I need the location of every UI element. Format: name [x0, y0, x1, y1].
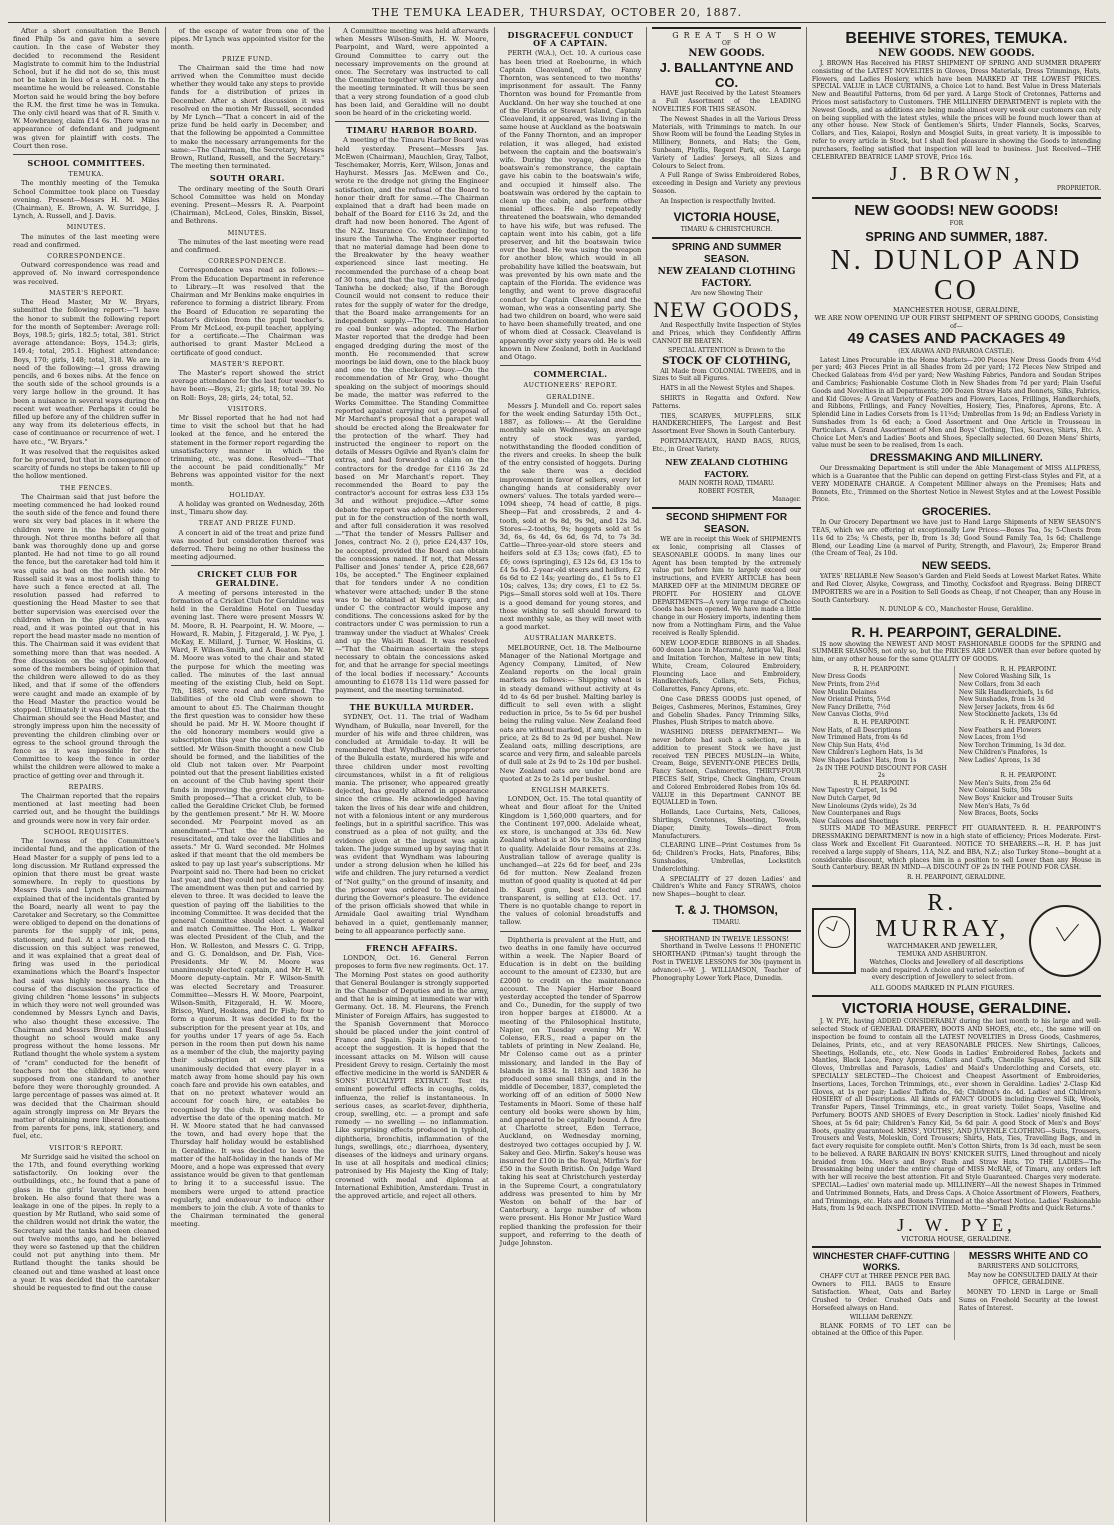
holiday-text: A holiday was granted on Wednesday, 26th inst., Timaru show day. — [170, 499, 325, 517]
price-item: New Counterpanes and Rugs — [811, 810, 901, 818]
victoria-house-title: VICTORIA HOUSE, — [673, 209, 780, 224]
minutes-text-2: The minutes of the last meeting were read and confirmed. — [170, 237, 325, 255]
murray-ad — [812, 885, 1101, 995]
ballantyne-text: HAVE just Received by the Latest Steamers a Full Assortment of the LEADING NOVELTIES FOR THIS SEASON. — [652, 90, 801, 113]
temuka-intro: The monthly meeting of the Temuka School Committee took place on Tuesday evening. Present—Messrs H. M. Miles (Chairman), E. Brown, A. W. Surridge, J. Lynch, A. Russell, and J. Davis. — [13, 179, 160, 221]
great-show: GREAT SHOW — [672, 31, 781, 40]
cricket-continued: A Committee meeting was held afterwards when Messrs Wilson-Smith, H. W. Moore, Pearpoint, and Ward, were appointed a Ground Committee to carry out the necessary improvements on the ground at once. The Secretary was instructed to call the Committee together when necessary and the meeting terminated. It will thus be seen that a very strong foundation of a good club has been laid, and Geraldine will no doubt soon be heard of in the cricketing world. — [335, 27, 489, 118]
pearpoint-ad — [812, 618, 1101, 886]
price-item: New Jersey Jackets, from 4s 6d — [958, 703, 1055, 711]
temuka-subheading: TEMUKA. — [68, 170, 105, 179]
requisites-text: The lowness of the Committee's incidental fund, and the application of the Head Master for a supply of pens led to a long discussion. Mr Rutland expressed the opinion that there must be great waste somewhere. In reply to questions by Messrs Davis and Lynch the Chairman explained that of the incidentals granted by the Board, nearly all went to pay the Caretaker and Secretary, so the Committee were obliged to depend on the donations of parents for the supply of ink, pens, stationery, and fuel. At a later period the discussion on this subject was renewed, and it was explained that a great deal of firing was used in the periodical examinations which the Board's Inspector had said was highly necessary. In the course of the discussion the practice of giving children "home lessons" in subjects in which they were not well grounded was condemned by Messrs Lynch and Davis, who also thought these excessive. The Chairman and Messrs Brown and Russell thought no school would make any progress without the home lessons. Mr Rutland thought the whole system a system of "cram" conducted for the benefit of teachers not the children, who were supposed from one standard to another before they were thoroughly grounded. A large percentage of passes was aimed at. It was decided that the Chairman should again strongly impress on Mr Bryars the matter of obtaining more liberal donations from parents for pens, ink, stationery, and fuel, etc. — [13, 837, 160, 1141]
jw-pye-address: VICTORIA HOUSE, GERALDINE. — [901, 1235, 1012, 1244]
court-report: After a short consultation the Bench fined Philp 5s and gave him a severe caution. In the case of Webster they decided to recommend the Resident Magistrate to commit him to the Industrial School, but if he did not do so, this must not be taken in lieu of a sentence. In the meantime he would be released. Constable Morton said he would bring the boy before the R.M. the first time he was in Temuka. The only civil heard was that of R. Smith v. W. Mowbraney, claim £14 6s. There was no appearance of defendant and judgment was given for plaintiff with costs. The Court then rose. — [13, 27, 160, 150]
prize-fund-heading: PRIZE FUND. — [222, 54, 273, 63]
visitors-report-text: Mr Surridge said he visited the school on the 17th, and found everything working satisfactorily. On looking over the outbuildings, etc., he found that a pane of glass in the girls' lavatory had been broken. He also found that there was a leakage in one of the pipes. In reply to a question by Mr Rutland, who said some of the children would not drink the water, the Secretary said the tanks had been cleaned out twelve months ago, and he believed they were so fastened up that the children could not put anything into them. Mr Rutland thought the tanks should be cleaned out and time washed at least once a year. It was decided that the caretaker should be requested to find out the cause — [13, 1152, 160, 1293]
white-co-text: May now be CONSULTED DAILY At their OFFICE, GERALDINE. — [967, 1271, 1098, 1287]
column-1 — [8, 27, 166, 1522]
price-item: R. H. PEARPOINT. — [1000, 772, 1057, 780]
correspondence-heading: CORRESPONDENCE. — [47, 252, 126, 261]
j-brown: J. BROWN, — [889, 163, 1024, 186]
visitors-text: Mr Bissel reported that he had not had time to visit the school but that he had looked at the fence, and he entered the statement in the former report regarding the unsatisfactory manner in which the trimming, etc., was done. Resolved—"That the account be paid conditionally." Mr Behrens was appointed visitor for the next month. — [170, 413, 325, 488]
column-5-ads — [647, 27, 807, 1522]
spring-summer-1887: SPRING AND SUMMER, 1887. — [865, 228, 1048, 244]
hats-text: HATS in all the Newest Styles and Shapes. — [660, 385, 795, 393]
price-item: New Chip Sun Hats, 4½d — [811, 741, 890, 749]
price-item: New Dutch Carpet, 9d — [811, 794, 881, 802]
price-item: 2s IN THE POUND DISCOUNT FOR CASH 2s — [816, 764, 947, 780]
pearpoint-signature: R. H. PEARPOINT, GERALDINE. — [906, 874, 1006, 882]
fences-text: The Chairman said that just before the meeting commenced he had looked round the south side of the fence and found there were six very bad places in it where the children were in the habit of going through. Not three months before all that bank was thoroughly done up and gorse planted. He had not time to go all round the fence, but the caretaker had told him it was quite as bad on the north side. Mr Russell said it was a most foolish thing to have such a fence erected at all. The resolution passed had referred to questioning the Head Master to see that better supervision was exercised over the children when in the play-ground, was read, and it was pointed out that in his report the head master made no mention of this. The Chairman said it was evident that something more than that was needed. A free discussion on the subject followed, some of the members being of opinion that the children were allowed to do as they liked, and that if some of the offenders were caught and made an example of by the Head Master the practice would be stopped. Ultimately it was decided that the Chairman should see the Head Master, and strongly impress upon him the necessity of preventing the children climbing over or egress to the school ground through the fence as it was impossible for the Committee to keep the fence in order whilst the children were allowed to make a practice of getting over and through it. — [13, 492, 160, 780]
second-shipment-title: SECOND SHIPMENT FOR SEASON. — [665, 512, 788, 536]
correspondence-heading-2: CORRESPONDENCE. — [208, 257, 287, 266]
price-item: New Sunshades, from 1s 3d — [958, 696, 1045, 704]
repairs-text: The Chairman reported that the repairs mentioned at last meeting had been carried out, and he thought the buildings and grounds were now in very fair order. — [13, 792, 160, 825]
price-item: New Men's Suits, from 25s 6d — [958, 779, 1051, 787]
jw-pye: J. W. PYE, — [897, 1215, 1016, 1236]
money-lend-text: MONEY TO LEND in Large or Small Sums on Freehold Security at the lowest Rates of Interest. — [958, 1289, 1098, 1312]
price-item: New Braces, Boots, Socks — [958, 810, 1039, 818]
clothing-factory-ad — [652, 237, 801, 507]
pearpoint-title: R. H. PEARPOINT, GERALDINE. — [851, 623, 1062, 640]
french-affairs-heading: FRENCH AFFAIRS. — [365, 942, 458, 953]
price-item: New Tapestry Carpet, 1s 9d — [811, 787, 897, 795]
new-goods-title: NEW GOODS. — [688, 48, 765, 60]
price-item: New Linoleums (2yds wide), 2s 3d — [811, 802, 917, 810]
masters-report-text-2: The Master's report showed the strict average attendance for the last four weeks to have been:—Boys, 21; girls, 18; total 39. No on Roll: Boys, 28; girls, 24; total, 52. — [170, 368, 325, 402]
south-orari-heading: SOUTH ORARI. — [209, 173, 285, 184]
prize-fund-text: The Chairman said the time had now arrived when the Committee must decide whether they would take any steps to provide funds for a distribution of prizes in December. After a short discussion it was resolved on the motion Mr Russell, seconded by Mr Lynch—"That a concert in aid of the prize fund be held early in December, and that the following be appointed a Committee to make the necessary arrangements for the same:—The Chairman, the Secretary, Messrs Brown, Rutland, Russell, and the Secretary." The meeting then terminated. — [170, 63, 325, 171]
price-item: New Silk Handkerchiefs, 1s 6d — [958, 688, 1054, 696]
australian-markets-text: MELBOURNE, Oct. 18. The Melbourne Manager of the National Mortgage and Agency Company, Limited, of New Zealand reports on the local grain markets as follows:— Shipping wheat is in steady demand without activity at 4s 4d to 4s 6d per bushel. Malting barley is difficult to sell even with a slight reduction in price, 5s to 5s 6d per bushel being the ruling value. New Zealand feed oats are without marked, if any, change in price, at 2s 8d to 2s 9d per bushel. New Zealand oats, milling descriptions, are scarce and very firm, and saleable parcels of dull sale at 2s 9d to 2s 10d per bushel. New Zealand oats are under bond are quoted at 2s to 2s 1d per bushel. — [499, 643, 642, 783]
price-item: New Stockinette Jackets, 13s 6d — [958, 711, 1058, 719]
price-item: New Laces, from 1½d — [958, 734, 1026, 742]
column-6-ads — [807, 27, 1106, 1522]
special-attention: SPECIAL ATTENTION is Drawn to the — [668, 347, 785, 355]
minutes-heading-2: MINUTES. — [227, 228, 267, 237]
dunlop-signature: N. DUNLOP & CO., Manchester House, Geraldine. — [879, 606, 1034, 614]
minutes-text: The minutes of the last meeting were read and confirmed. — [13, 232, 160, 249]
dressmaking-heading: DRESSMAKING AND MILLINERY. — [870, 452, 1043, 465]
robert-foster: ROBERT FOSTER, — [698, 487, 755, 495]
spring-season-title: SPRING AND SUMMER SEASON. — [671, 241, 782, 265]
price-item: New Torchon Trimming, 1s 3d doz. — [958, 741, 1066, 749]
price-item: New Muslin Delaines — [811, 688, 877, 696]
victoria-house-geraldine-ad — [812, 995, 1101, 1246]
price-item: New Hats, of all Descriptions — [811, 726, 902, 734]
price-item: R. H. PEARPOINT. — [853, 665, 910, 673]
clearing-text: CLEARING LINE—Print Costumes from 5s 6d; Children's Frocks, Hats, Pinafores, Bibs; Sunshades, Umbrellas, Lockstitch Underclothing. — [652, 842, 801, 873]
pearpoint-text: IS now showing the NEWEST AND MOST FASHIONABLE GOODS for the SPRING and SUMMER SEASONS, not only so, but the PRICES ARE LOWER than ever before quoted by him, or any other house for the same QUALITY OF GOODS. — [811, 640, 1101, 664]
beehive-ad — [812, 27, 1101, 197]
murray-location: TEMUKA AND ASHBURTON. — [897, 950, 988, 958]
dunlop-ad — [812, 197, 1101, 618]
seeds-heading: NEW SEEDS. — [921, 560, 991, 573]
harbor-board-text: A meeting of the Timaru Harbor Board was held yesterday. Present—Messrs Jas. McEwen (Chairman), Mauchlen, Gray, Talbot, Teschemaker, Morris, Kerr, Wilson, Jonas and Hayhurst. Messrs Jas. McEwen and Co., wrote re the dredge not giving the Engineer satisfaction, and the refusal of the Board to honor their draft for same.—The Chairman explained that a draft had been made on behalf of the Board for £116 3s 2d, and the draft had now been honored. The Agent of the N.Z. Insurance Co. wrote declining to insure the Taniwha. The Engineer reported that no material damage had been done to the Breakwater by the heavy weather experienced since last meeting. He recommended the purchase of a cheap boat of 30 tons, and that the tug Titan and dredge Taniwha be docked; also, if the Borough Council would not consent to reduce their rates for the supply of water for the dredge, that the Board make arrangements for an independent supply.—The recommendation re coal bunker was adopted. The Harbor Master reported that the dredge had been engaged dredging during the most of the month. He recommended that screw moorings be laid down, one to the black buoy and one to the checkered buoy.—On the recommendation of Mr Gray, who thought speaking on the subject of moorings should be made, the matter was referred to the Works Committee. The Standing Committee reported against carrying out a proposal of Mr Marchant's proposal that a parapet wall should be erected along the Breakwater for the protection of the wharf. They had instructed the engineer to report on the details of Messrs Ogilvie and Ryan's claim for extras, and had forwarded a claim on the contractors for the dredge for £116 3s 2d based on Mr Marchant's report. They recommended the Board to pay the contractor's account for extras less £33 15s 3d and without prejudice.—After some debate the report was adopted. Six tenderers put in for the construction of the north wall, and after full consideration it was resolved—"That the tender of Messrs Palliser and Jones, contract No. 2 (), price £24,437 10s, be accepted, provided the Board can obtain the concessions named. If not, that Messrs Palliser and Jones' tender A, price £28,667 10s, be accepted." The Engineer explained that for tenders under A no condition whatever were attached; under B the stone was to be obtained at Kirby's quarry, and under C the contractor would impose any conditions. The concessions asked for by the contractors under C was permission to run a tramway under the viaduct at Whales' Creek and up the Wai-iti Road. It was resolved—"That the Chairman ascertain the steps necessary to obtain the concessions asked for, and that he arrange for special meetings of the local bodies if necessary." Accounts amounting to £1678 11s 11d were passed for payment, and the meeting terminated. — [335, 136, 489, 695]
treat-heading: TREAT AND PRIZE FUND. — [198, 519, 296, 528]
dressmaking-text: Our Dressmaking Department is still under the Able Management of MISS ALLPRESS, which is a Guarantee that the Public can depend on getting First-class Styles and Fit, at a VERY MODERATE CHARGE. A Competent Milliner always on the Premises; Hats and Bonnets, Etc., Trimmed on the Shortest Notice in Newest Styles and at the Lowest Possible Price. — [811, 465, 1101, 504]
dunlop-address: MANCHESTER HOUSE, GERALDINE, — [892, 305, 1020, 314]
column-3 — [330, 27, 495, 1522]
fences-heading: THE FENCES. — [60, 483, 113, 492]
holiday-heading: HOLIDAY. — [229, 490, 266, 499]
dunlop-title: N. DUNLOP AND CO — [830, 244, 1083, 306]
price-item: New Boys' Knicker and Trouser Suits — [958, 794, 1073, 802]
second-shipment-text: WE are in receipt this Week of SHIPMENTS ex Ionic, comprising all Classes of SEASONABLE GOODS. In many lines our Agent has been tempted by the extremely value put before him to largely exceed our instructions, and EVERY ARTICLE has been MARKED OFF at the MINIMUM DEGREE OF PROFIT. For HOSIERY and GLOVE DEPARTMENTS—A very large range of Choice Goods has been opened. We have made a little change in our Hosiery imports, indenting them now from a Nottingham Firm, and the Value received is Really Splendid. — [652, 536, 801, 637]
winchester-signature: WILLIAM DeRENZY. — [849, 1314, 913, 1322]
white-co-sub: BARRISTERS AND SOLICITORS, — [977, 1263, 1079, 1271]
masters-report-heading-2: MASTER'S REPORT. — [210, 359, 285, 368]
ties-text: TIES, SCARVES, MUFFLERS, SILK HANDKERCHIEFS, The Largest and Best Assortment Ever Shown in South Canterbury. — [652, 412, 801, 436]
requisites-heading: SCHOOL REQUISITES. — [43, 827, 129, 836]
cricket-club-text: A meeting of persons interested in the formation of a Cricket Club for Geraldine was held in the Geraldine Hotel on Tuesday evening last. There were present Messrs W. M. Moore, R. H. Pearpoint, H. W. Moore, —Howard, R. Mabin, J. Fitzgerald, J. W. Pye, J. McKay, E. Millard, J. Turner, W. Hoskins, G. Ward, F. Wilson-Smith, and A. Beaton. Mr W. M. Moore was voted to the chair and stated the purpose for which the meeting was called. The minutes of the last annual meeting of the existing Club, held on Sept. 7th, 1885, were read and confirmed. The liabilities of the old Club were shown to amount to about £5. The Chairman thought the first question was to consider how these should be paid. Mr H. W. Moore thought if the old honorary members would give a subscription this year the account could be settled. Mr Wilson-Smith thought a new Club should be formed, and the liabilities of the old Club not taken over. Mr Pearpoint pointed out that the present liabilities existed on account of the Club having spent their funds in improving the ground. Mr Wilson-Smith proposed—"That a cricket club, to be called the Geraldine Cricket Club, be formed by the gentlemen present." Mr H. W. Moore seconded. Mr Pearpoint moved as an amendment—"That the old Club be resuscitated, and take over the liabilities and assets." Mr G. Ward seconded. Mr Holmes asked if that meant that the old members be asked to pay up last year's subscriptions. Mr Pearpoint said no. There had been no cricket last year, and they could not be asked to pay. The amendment was then put and carried by eleven to three. It was decided to leave the question of paying off the liabilities to the incoming Committee. It was decided that the general Committee should elect a general and match Committee. The Hon. L. Walker was elected President of the Club, and the Hon. W. Rolleston, and Messrs C. G. Tripp, and G. G. Donaldson, and Dr. Fish, Vice-Presidents. Mr W. M. Moore was unanimously elected captain, and Mr H. W. Moore deputy-captain. Mr F. Wilson-Smith was elected Secretary and Treasurer. Committee—Messrs H. W. Moore, Pearpoint, Wilson-Smith, Fitzgerald, H. W. Moore, Brisco, Ward, Hoskens, and Dr Fish; four to form a quorum. It was decided to fix the subscription for the present year at 10s, and for youths under 17 years of age 5s. Each person in the room then put down his name as a member of the club, the majority paying their subscription at once. It was unanimously decided that every player in a match away from home should pay his own coach fare and provide his own eatables, and that on no pretext whatever would an account for coach hire, or eatables be recognised by the club. It was decided to advertise the date of the opening match. Mr H. W. Moore stated that he had canvassed the town, and had every hope that the Thursday half holiday would be established in Geraldine. It was decided to leave the matter of the half-holiday in the hands of Mr Moore, and a hope was expressed that every assistance would be given to that gentleman to bring it to a successful issue. The members were urged to attend practice regularly, and endeavour to induce other members to join the club. A vote of thanks to the Chairman terminated the general meeting. — [170, 588, 325, 1229]
shorthand-text: Shorthand in Twelve Lessons !! PHONETIC SHORTHAND (Pitman's) taught through the Post in TWELVE LESSONS for 30s (payment in advance).—W. J. WILLIAMSON, Teacher of Phonography Lower York Place, Dunedin. — [652, 943, 801, 982]
thomson-sub: TIMARU. — [712, 919, 741, 926]
pearpoint-footer: SUITS MADE TO MEASURE. PERFECT FIT GUARANTEED. R. H. PEARPOINT'S DRESSMAKING DEPARTMENT is now in a high state of efficiency; Prices Moderate. First-class Work and Excellent Fit Guaranteed. NOTICE TO SHEARERS.—R. H. P. has just received a large supply of Shears, 11A, N.Z. and BBA, N.Z.; also Turkey Stone—bought at a considerable discount, which places him in a position to sell Lower than any House in South Canterbury. BEAR IN MIND—A DISCOUNT OF 2s IN THE POUND FOR CASH. — [811, 825, 1101, 872]
auctioneers-subheading: GERALDINE. — [546, 392, 595, 401]
visitors-heading: VISITORS. — [227, 404, 267, 413]
price-item: New Colored Washing Silk, 1s — [958, 673, 1051, 681]
murray-text: Watches, Clocks and Jewellery of all descriptions made and repaired. A choice and varied selection of every description of Jewellery to select from. — [860, 958, 1025, 982]
price-item: New Children's Leghorn Hats, 1s 3d — [811, 749, 923, 757]
ballantyne-ad — [652, 27, 801, 237]
price-list-left — [812, 666, 955, 825]
stock-clothing: STOCK OF CLOTHING, — [662, 355, 791, 367]
portmanteaux-text: PORTMANTEAUX, HAND BAGS, RUGS, Etc., in Great Variety. — [652, 437, 801, 453]
clock-icon — [812, 908, 856, 974]
price-list-right — [959, 666, 1101, 825]
price-list — [812, 666, 1101, 825]
groceries-heading: GROCERIES. — [921, 506, 991, 519]
column-4 — [495, 27, 648, 1522]
price-item: New Calicoes and Sheetings — [811, 817, 899, 825]
for-text: FOR — [949, 219, 964, 227]
dress-goods-text: One Case DRESS GOODS just opened, of Beiges, Cashmeres, Merinos, Estamines, Grey and Gobelin Shades. Fancy Trimming Silks, Plushes, Plush Stripes to match above. — [652, 696, 801, 727]
ballantyne-title: J. BALLANTYNE AND CO. — [659, 60, 794, 91]
price-item: R. H. PEARPOINT. — [853, 779, 910, 787]
cases-packages: 49 CASES AND PACKAGES 49 — [847, 330, 1066, 348]
murray-sub: WATCHMAKER AND JEWELLER, — [887, 942, 998, 951]
thomson-title: T. & J. THOMSON, — [675, 903, 778, 917]
columns — [8, 27, 1106, 1522]
continued-text: of the escape of water from one of the pipes. Mr Lynch was appointed visitor for the month. — [170, 27, 325, 52]
news-items: Diphtheria is prevalent at the Hutt, and two deaths in one family have occurred within a week. The Napier Board of Education is in debt on the building account to the amount of £2330, but are £2000 to credit on the maintenance account. The Napier Harbor Board yesterday accepted the tender of Sparrow and Co., Dunedin, for the supply of two iron hopper barges at £18000. At a meeting of the Philosophical Institute, Napier, on Tuesday evening Mr W. Colenso, F.R.S., read a paper on the tablets of printing in New Zealand. He, Mr Colenso came out as a printer missionary, and landed in the Bay of Islands in 1834. In 1835 and 1836 he produced some small things, and in the middle of December, 1837, completed the working off of an edition of 5000 New Testaments in Maori. Some of these half century old books were shown by him, and appeared to be capitally bound. A fire at Charlotte street, Eden Terrace, Auckland, on Wednesday morning, destroyed two cottages occupied by J. W. Sakey and Geo. Mirfin. Sakey's house was insured for £100 in the Royal, Mirfin's for £50 in the South British. On Judge Ward taking his seat at Christchurch yesterday in the Supreme Court, a congratulatory address was presented to him by Mr Weston on behalf of the bar of Canterbury, a large number of whom were present. His Honor Mr Justice Ward replied thanking the profession for their support, and referring to the death of Judge Johnston. — [499, 935, 642, 1248]
south-orari-text: The ordinary meeting of the South Orari School Committee was held on Monday evening. Present—Messrs R. A. Pearpoint (Chairman), McLeod, Coles, Binskin, Bissel, and Bethrens. — [170, 184, 325, 226]
price-item — [959, 765, 1098, 773]
victoria-house-sub: TIMARU & CHRISTCHURCH. — [680, 225, 773, 233]
hollands-text: Hollands, Lace Curtains, Nets, Calicoes, Shirtings, Cretonnes, Sheeting, Towels, Diaper, Dimity, Towels—direct from Manufacturers. — [652, 809, 801, 840]
seeds-text: YATES' RELIABLE New Season's Garden and Field Seeds at Lowest Market Rates. White and Red Clover, Alsyke, Cowgrass, and Timothy, Cocksfoot and Ryegrass. Being DIRECT IMPORTERS we are in a Position to Sell Goods as Cheap, if not Cheaper, than any House in South Canterbury. — [811, 573, 1101, 604]
price-item: New Children's Pinafores, 1s — [958, 749, 1048, 757]
swiss-text: A Full Range of Swiss Embroidered Robes, exceeding in Design and Variety any previous Season. — [652, 172, 801, 195]
price-item: New Trimmed Hats, from 4s 6d — [811, 734, 909, 742]
commercial-heading: COMMERCIAL. — [533, 369, 608, 380]
price-item: New Canvas Cloths, 9½d — [811, 711, 889, 719]
murray-title: R. MURRAY, — [875, 890, 1010, 943]
auctioneers-heading: AUCTIONEERS' REPORT. — [523, 381, 618, 390]
nz-clothing-factory: NEW ZEALAND CLOTHING FACTORY. — [657, 266, 796, 289]
main-road: MAIN NORTH ROAD, TIMARU. — [678, 479, 775, 487]
showing-text: Are now Showing Their — [690, 289, 763, 297]
new-goods-banner: NEW GOODS! NEW GOODS! — [854, 201, 1059, 219]
shades-text: The Newest Shades in all the Various Dress Materials, with Trimmings to match. In our Show Room will be found the Leading Styles in Millinery, Bonnets, and Hats; the Gem, Sunbeam, Phyllis, Regent Park, etc. A Large Variety of Ladies' Jerseys, all Sizes and Colours to Select from. — [652, 115, 801, 170]
inspection-text: An Inspection is respectfully Invited. — [660, 197, 776, 205]
murray-footer: ALL GOODS MARKED IN PLAIN FIGURES. — [870, 984, 1015, 993]
price-item: New Shapes Ladies' Hats, from 1s — [811, 757, 917, 765]
treat-text: A concert in aid of the treat and prize fund was mooted but consideration thereof was deferred. There being no other business the meeting adjourned. — [170, 528, 325, 562]
school-committees-heading: SCHOOL COMMITTEES. — [27, 158, 146, 169]
price-item: New Colonial Suits, 50s — [958, 787, 1032, 795]
australian-markets-heading: AUSTRALIAN MARKETS. — [524, 634, 617, 643]
price-item: R. H. PEARPOINT. — [1000, 719, 1057, 727]
dunlop-text: Latest Lines Procurable in the Home Markets—200 Pieces New Dress Goods from 4½d per yard; 463 Pieces Print in all Shades from 2d per yard; 172 Pieces New Striped and Checked Galateas from 4½d per yard; New Washing Fabrics, Pandora and Soudan Stripes and Cambrics; Fashionable Costume Cloth in New Shades from 7d per yard; Plain Useful Goods and Novelties in all Departments; 200 Dozen Straw Hats and Bonnets, Silks, Fabrics, and Kid Gloves; A Great Variety of Feathers and Flowers, Laces, Frillings, Handkerchiefs, and Ribbons, Frillings, and Fancy Novelties, Hosiery, Ties, Pinafores, Aprons, Etc. A Splendid Line in Ladies Corsets from 1s 11½d; Umbrellas from 1s 9d; an Endless Variety in Sunshades from 1s 6d each; a Good Assortment and One Article in Trousseau in Particulars. A Grand Assortment of Men and Boys' Clothing, Ties, Scarves, Shirts, Etc. A Choice Lot Men's and Ladies' Boots and Shoes, Specially selected. 60 Dozen Mens' Shirts, value must be seen to be realised, from 1s each. — [811, 356, 1101, 450]
resolution-text: It was resolved that the requisites asked for be procured, but that in consequence of scarcity of funds no steps be taken to fill up the hollow mentioned. — [13, 447, 160, 481]
price-item: R. H. PEARPOINT. — [853, 719, 910, 727]
price-item: New Feathers and Flowers — [958, 726, 1041, 734]
shorthand-title: SHORTHAND IN TWELVE LESSONS! — [664, 935, 790, 944]
auctioneers-text: Messrs J. Mundell and Co. report sales for the week ending Saturday 15th Oct., 1887, as follows:— At the Geraldine monthly sale on Wednesday, an average entry of stock was yarded, notwithstanding the flooded condition of the rivers and creeks. In sheep the bulk of the entry consisted of hoggets. During the sale there was a decided improvement in favor of sellers, every lot changing hands at considerably over owners' values. The totals yarded were—1094 sheep, 74 head of cattle, 8 pigs. Sheep—Fat and crossbreds, 2 and 4-tooth, sold at 9s 8d, 9s 9d, and 12s 3d. Stores—2-tooths, 9s; hoggets sold at 5s 3d, 6s, 6s 4d, 6s 6d, 6s 7d, to 7s 3d. Cattle—Three-year-old store steers and heifers sold at £3 13s; cows (fat), £5 to £6; cows (springing), £3 12s 6d, £3 15s to £4 5s 6d. 2-year-old steers and heifers, £2 6s 6d to £2 14s; yearling do., £1 5s to £1 10s; calves, 13s; dry cows, £1 to £2 5s. Pigs—Small stores sold well at 10s. There is a good demand for young stores, and those wishing to sell should forward to next monthly sale, as they will meet with a good market. — [499, 401, 642, 632]
bukulla-murder-text: SYDNEY, Oct. 11. The trial of Wadham Wyndham, of Bukulla, near Inverell, for the murder of his wife and three children, was concluded at Armidale to-day. It will be remembered that Wyndham, the proprietor of the Bukulla estate, murdered his wife and three children under most revolting circumstances, whilst in a fit of religious mania. The prisoner, who appeared greatly dejected, has greatly altered in appearance since the crime. He acknowledged having taken the lives of his dear wife and children, not with a felonious intent or any murderous feelings, but in a spiritful sacrifice. This was construed as a plea of not guilty, and the evidence given at the inquest was again taken. The judge summed up by saying that it was evident that Wyndham was labouring under a strong delusion when he killed his wife and children. The jury returned a verdict of "Not guilty," on the ground of insanity, and the prisoner was ordered to be detained during the Governor's pleasure. The evidence of the prison officials showed that while in Armidale Gaol awaiting trial Wyndham behaved in a quiet, gentlemanly manner, being to all appearance perfectly sane. — [335, 713, 489, 935]
beehive-text: J. BROWN Has Received his FIRST SHIPMENT OF SPRING AND SUMMER DRAPERY consisting of the LATEST NOVELTIES in Gloves, Dress Materials, Dress Trimmings, Hats, Flowers, and Ladies Hosiery, which have been MARKED AT THE LOWEST PRICES. SPECIAL VALUE in LACE CURTAINS, a Choice Lot to hand. Best Value in Dress Materials New and Beautiful Patterns, from 6d per yard. A Large Stock of Cretonnes, Patterns and Prices most satisfactory to Customers. THE MILLINERY DEPARTMENT is replete with the Newest Goods, and as additions are being made almost every week our customers can rely on being supplied with the latest styles, while the prices will be found much lower than at any other house. New Stock of Gentlemen's Shirts, Under Flannels, Socks, Scarves, Collars, and Ties, Kaiapoi, Roslyn and Mosgiel Suits, in great variety. It is impossible to refer to every article in Stock, but I shall feel pleasure in showing the Goods to intending purchasers, feeling satisfied that inspection will lead to business. Just Received—THE CELEBRATED BEATRICE LAMP STOVE, Price 16s. — [811, 60, 1101, 161]
masters-report-heading: MASTER'S REPORT. — [49, 288, 124, 297]
correspondence-text-2: Correspondence was read as follows:—From the Education Department in reference to Library.—It was resolved that the Chairman and Mr Benkins make enquiries in reference to forming a district library. From the Board of Education re separating the Master's division from the pupil teacher's. From Mr McLeod, ex-pupil teacher, applying for a certificate.—The Chairman was authorised to grant Master McLeod a certificate of good conduct. — [170, 266, 325, 357]
victoria-house-geraldine-title: VICTORIA HOUSE, GERALDINE. — [841, 1000, 1071, 1018]
price-item: New Ladies' Aprons, 1s 3d — [958, 757, 1041, 765]
price-item: New Collars, from 3d each — [958, 681, 1041, 689]
victoria-house-geraldine-text: J. W. PYE, having ADDED CONSIDERABLY during the last month to his large and well-selected Stock of GENERAL DRAPERY, BOOTS AND SHOES, etc., etc., the same will on inspection be found to contain all the LATEST NOVELTIES in Dress Goods, Cashmeres, Delaines, Prints, etc., and at very REASONABLE PRICES. New Shirtings, Calicoes, Sheetings, Hollands, etc., etc. New Goods in Ladies' Embroidered Robes, Jackets and Mantles, Black Lace, Fancy Aprons, Collars and Cuffs, Chenille Squares, Kid and Silk Gloves, Umbrellas and Parasols, Ladies' and Maid's Underclothing and Corsets, etc. SPECIALLY SELECTED—The Choicest and Cheapest Assortment of Embroideries, Insertions, Laces, Torchon Trimmings, etc., ever shown in Geraldine. Ladies' 2-Clasp Kid Gloves, at 1s per pair; Ladies' Taffeta do., 6d; Children's do. 4d. Ladies' and Children's HOSIERY of all Descriptions. All kinds of FANCY GOODS including Crewel Silk, Wools, Transfer Papers, Tinsel Trimmings, etc., in great variety. Toilet Soaps, Vaseline and Perfumery. BOOTS AND SHOES of Every Description in Stock. Ladies' nicely finished Kid Shoes, at 5s 6d pair; Children's Fancy Kid, 5s 6d pair. A good Stock of Men's and Boys' Boots, quality guaranteed. MENS', YOUTHS', AND JUVENILE CLOTHING—Suits, Trousers, Trousers and Vests, Moleskin, Cord Trousers; Shirts, Hats, Ties, Travelling Bags, and in fact every requisite for complete outfit. Men's Cotton Shirts, from 1s 3d each, must be seen to be believed. A RARE BARGAIN IN BOYS' KNICKER SUITS, Lined throughout and nicely braided from 10s. Men's and Boys' Rush and Straw Hats. TO THE LADIES—The Dressmaking being under the entire charge of MISS McRAE, of Timaru, any orders left with her will receive the best attention. Fit and Style Guaranteed. Charges very moderate. SPECIAL—Ladies' own material made up. MILLINERY—All the newest Shapes in Trimmed and Untrimmed Bonnets, Hats, and Dress Caps. A Choice Assortment of Flowers, Feathers, and Trimmings, etc. Hats and Bonnets Trimmed at the shortest Notice. Ladies' Fashionable Hats, from 1s 9d each. INSPECTION INVITED. Motto—"Small Profits and Quick Returns." — [811, 1018, 1101, 1213]
nz-clothing-factory-2: NEW ZEALAND CLOTHING FACTORY. — [665, 456, 788, 479]
thomson-ad — [652, 507, 801, 930]
minutes-heading: MINUTES. — [66, 223, 106, 232]
price-item: New Oriental Prints, 5½d — [811, 696, 891, 704]
proprietor: PROPRIETOR. — [1056, 185, 1101, 193]
new-goods-big: NEW GOODS, — [653, 296, 800, 322]
captain-heading: DISGRACEFUL CONDUCT OF A CAPTAIN. — [507, 30, 634, 49]
of-text: OF — [722, 40, 732, 48]
repairs-heading: REPAIRS. — [68, 782, 104, 791]
english-markets-heading: ENGLISH MARKETS. — [531, 786, 610, 795]
speciality-text: A SPECIALITY of 27 dozen Ladies' and Children's White and Fancy STRAWS, choice new Shapes—bought to clear. — [652, 875, 801, 899]
manager: Manager. — [772, 495, 801, 503]
masthead: THE TEMUKA LEADER, THURSDAY, OCTOBER 20, 1887. — [8, 6, 1106, 23]
shorthand-ad — [652, 930, 801, 987]
stock-clothing-text: All Made from COLONIAL TWEEDS, and in Sizes to Suit all Figures. — [652, 367, 801, 383]
captain-text: PERTH (W.A.), Oct. 10. A curious case has been tried at Roebourne, in which Captain Cleaveland, of the Fanny Thornton, was sentenced to two months' imprisonment for assault. The Fanny Thornton was bound for Fremantle from Auckland. On her way she touched at one of the Florida or Stewart Island, Captain Cleaveland, it appeared, was living in the same house at Auckland as the boatswain of the Fanny Thornton, and an improper relation, it was alleged, had existed between the captain and the boatswain's wife. During the voyage, despite the boatswain's remonstrance, the captain gave his cabin to the boatswain's wife, and occupied it himself also. The boatswain was ordered by the captain to clean up the cabin, and perform other menial offices. He also repeatedly threatened the boatswain, who demanded to have his wife, but was refused. The captain went into his cabin, got a life preserver, and hit the boatswain twice over the head. He was using the weapon for another blow, which would in all probability have killed the boatswain, but was prevented by his own mate and the captain of the Florida. The evidence was lengthy, and went to prove disgraceful conduct by Captain Cleaveland and the woman, who was a consenting party. She had two children on board, who were said to have been shamefully treated, and one of whom died at Cossack. Cleaveland is apparently over sixty years old. He is well known in New Zealand, both in Auckland and Otago. — [499, 49, 642, 361]
respect-text: And Respectfully Invite Inspection of Styles and Prices, which they Confidently Affirm CANNOT BE BEATEN. — [652, 321, 801, 345]
winchester-title: WINCHESTER CHAFF-CUTTING WORKS. — [813, 1251, 950, 1273]
dunlop-opening: WE ARE NOW OPENING UP OUR FIRST SHIPMENT OF SPRING GOODS, Consisting of— — [814, 313, 1099, 331]
price-item: New Men's Hats, 7s 6d — [958, 802, 1030, 810]
groceries-text: In Our Grocery Department we have just to Hand Large Shipments of NEW SEASON'S TEAS, which we are offering at exceptionally Low Prices:—Boxes Tea, 5s; 5-Chests from 11s 6d to 25s; ¼ Chests, per lb, from 1s 3d; Good Sound Family Tea, 1s 6d; Challenge Blend, our Leading Line (a marvel of Purity, Strength, and Flavour), 2s; Emperor Brand (the Cream of Tea), 2s 10d. — [811, 519, 1101, 558]
shirts-text: SHIRTS in Regatta and Oxford. New Patterns. — [652, 394, 801, 410]
price-item: New Dress Goods — [811, 673, 866, 681]
white-co-title: MESSRS WHITE AND CO — [968, 1251, 1088, 1263]
english-markets-text: LONDON, Oct. 15. The total quantity of wheat and flour afloat for the United Kingdom is 1,560,000 quarters, and for the Continent 197,000. Adelaide wheat, ex store, is unchanged at 33s 6d. New Zealand wheat is at 30s to 33s, according to quality. Adelaide flour remains at 23s. Australian tallow of average quality is unchanged—at 22s 6d for beef, and 23s 6d for mutton. New Zealand frozen mutton of good quality is quoted at 4d per lb. Kauri gum, best selected and transparent, is selling at £13. Oct. 17. There is no quotable change to report in the values of colonial breadstuffs and tallow. — [499, 795, 642, 927]
winchester-text: CHAFF CUT at THREE PENCE PER BAG. Owners to FILL BAGS to Ensure Satisfaction. Wheat, Oats and Barley Crushed to Order. Crushed Oats and Horsefeed always on Hand. — [811, 1273, 951, 1312]
price-item: New Prints, from 2½d — [811, 681, 880, 689]
cricket-club-heading: CRICKET CLUB FOR GERALDINE. — [197, 569, 298, 588]
price-item: New Fancy Drillette, 7½d — [811, 703, 891, 711]
visitors-report-heading: VISITOR'S REPORT. — [49, 1143, 124, 1152]
bottom-ads — [812, 1246, 1101, 1343]
bukulla-murder-heading: THE BUKULLA MURDER. — [349, 702, 475, 713]
washing-dress-text: WASHING DRESS DEPARTMENT— We never before had such a selection, as in addition to present Stock we have just received TEN PIECES MUSLIN—in White, Cream, Beige, SEVENTY-ONE PIECES Drills, Fancy Sateen, Cashmerettes, THIRTY-FOUR PIECES Self, Stripe, Check Gingham, Cream and Colored Embroidered Robes from 10s 6d. VALUE in this Department CANNOT BE EQUALLED in Town. — [652, 729, 801, 807]
column-2 — [166, 27, 331, 1522]
pocket-watch-icon — [1029, 905, 1101, 977]
masters-report-text: The Head Master, Mr W. Bryars, submitted the following report:—"I have the honor to submit the following report for the month of September: Average roll: Boys, 198.5; girls, 182.5; total, 381. Strict average attendance: Boys, 154.3; girls, 149.4; total, 295.1. Highest attendance: Boys, 170; girls, 148; total, 318. We are in need of the following:—1 gross drawing pencils, and 6 boxes nibs. At the fence on the south side of the school grounds is a very large hollow in the ground. It has been a nuisance in several ways during the recent wet weather. Perhaps it could be filled up before any of the children suffer in any way from its deleterious effects, in case of continuance or recurrence of wet. I have etc., "W. Bryars." — [13, 298, 160, 446]
cases-sub: (EX ARAWA AND PARAROA CASTLE). — [898, 348, 1015, 356]
correspondence-text: Outward correspondence was read and approved of. No inward correspondence was received. — [13, 261, 160, 286]
beehive-sub: NEW GOODS. NEW GOODS. — [878, 48, 1035, 59]
harbor-board-heading: TIMARU HARBOR BOARD. — [346, 125, 478, 136]
price-item: R. H. PEARPOINT. — [1000, 665, 1057, 673]
french-affairs-text: LONDON, Oct. 16. General Ferron proposes to form five new regiments. Oct. 17. The Morning Post states on good authority that General Boulanger is strongly supported in the Chamber of Deputies and in the army, and that he is aiming at immediate war with Germany. Oct. 18. M. Fleurens, the French Minister of Foreign Affairs, has suggested to the Spanish Government that Morocco should be placed under the joint control of France and Spain. Spain is indisposed to accept the suggestion. It is hoped that the incessant attacks on M. Wilson will cause President Grevy to resign. Certainly the most effective medicine in the world is SANDER & SONS' EUCALYPTI EXTRACT. Test its eminent powerful effects in coughs, colds, influenza, the relief is instantaneous. In serious cases, as scarlet-fever, diphtheria, croup, swelling, etc. — a prompt and safe remedy — no swelling — no inflammation. Like surprising effects produced in typhoid, diphtheria, bronchitis, inflammation of the lungs, swellings, etc.; diarrhoea, dysentery, diseases of the kidneys and urinary organs. In use at all hospitals and medical clinics; patronised by His Majesty the King of Italy; crowned with medal and diploma at International Exhibition, Amsterdam. Trust in the approved article, and reject all others. — [335, 954, 489, 1201]
beehive-title: BEEHIVE STORES, TEMUKA. — [845, 30, 1068, 47]
blank-forms-text: BLANK FORMS of TO LET can be obtained at the Office of this Paper. — [811, 1322, 951, 1338]
ribbons-text: NEW LOOP-EDGE RIBBONS in all Shades. 600 dozen Lace in Macramé, Antique Val, Real and Imitation Torchon, Maltese in new tints; White, Cream, Coloured Embroidery, Flouncing Lace and Embroidery, Handkerchiefs, Collars, Sets, Fichus, Collarettes, Fancy Aprons, etc. — [652, 639, 801, 694]
